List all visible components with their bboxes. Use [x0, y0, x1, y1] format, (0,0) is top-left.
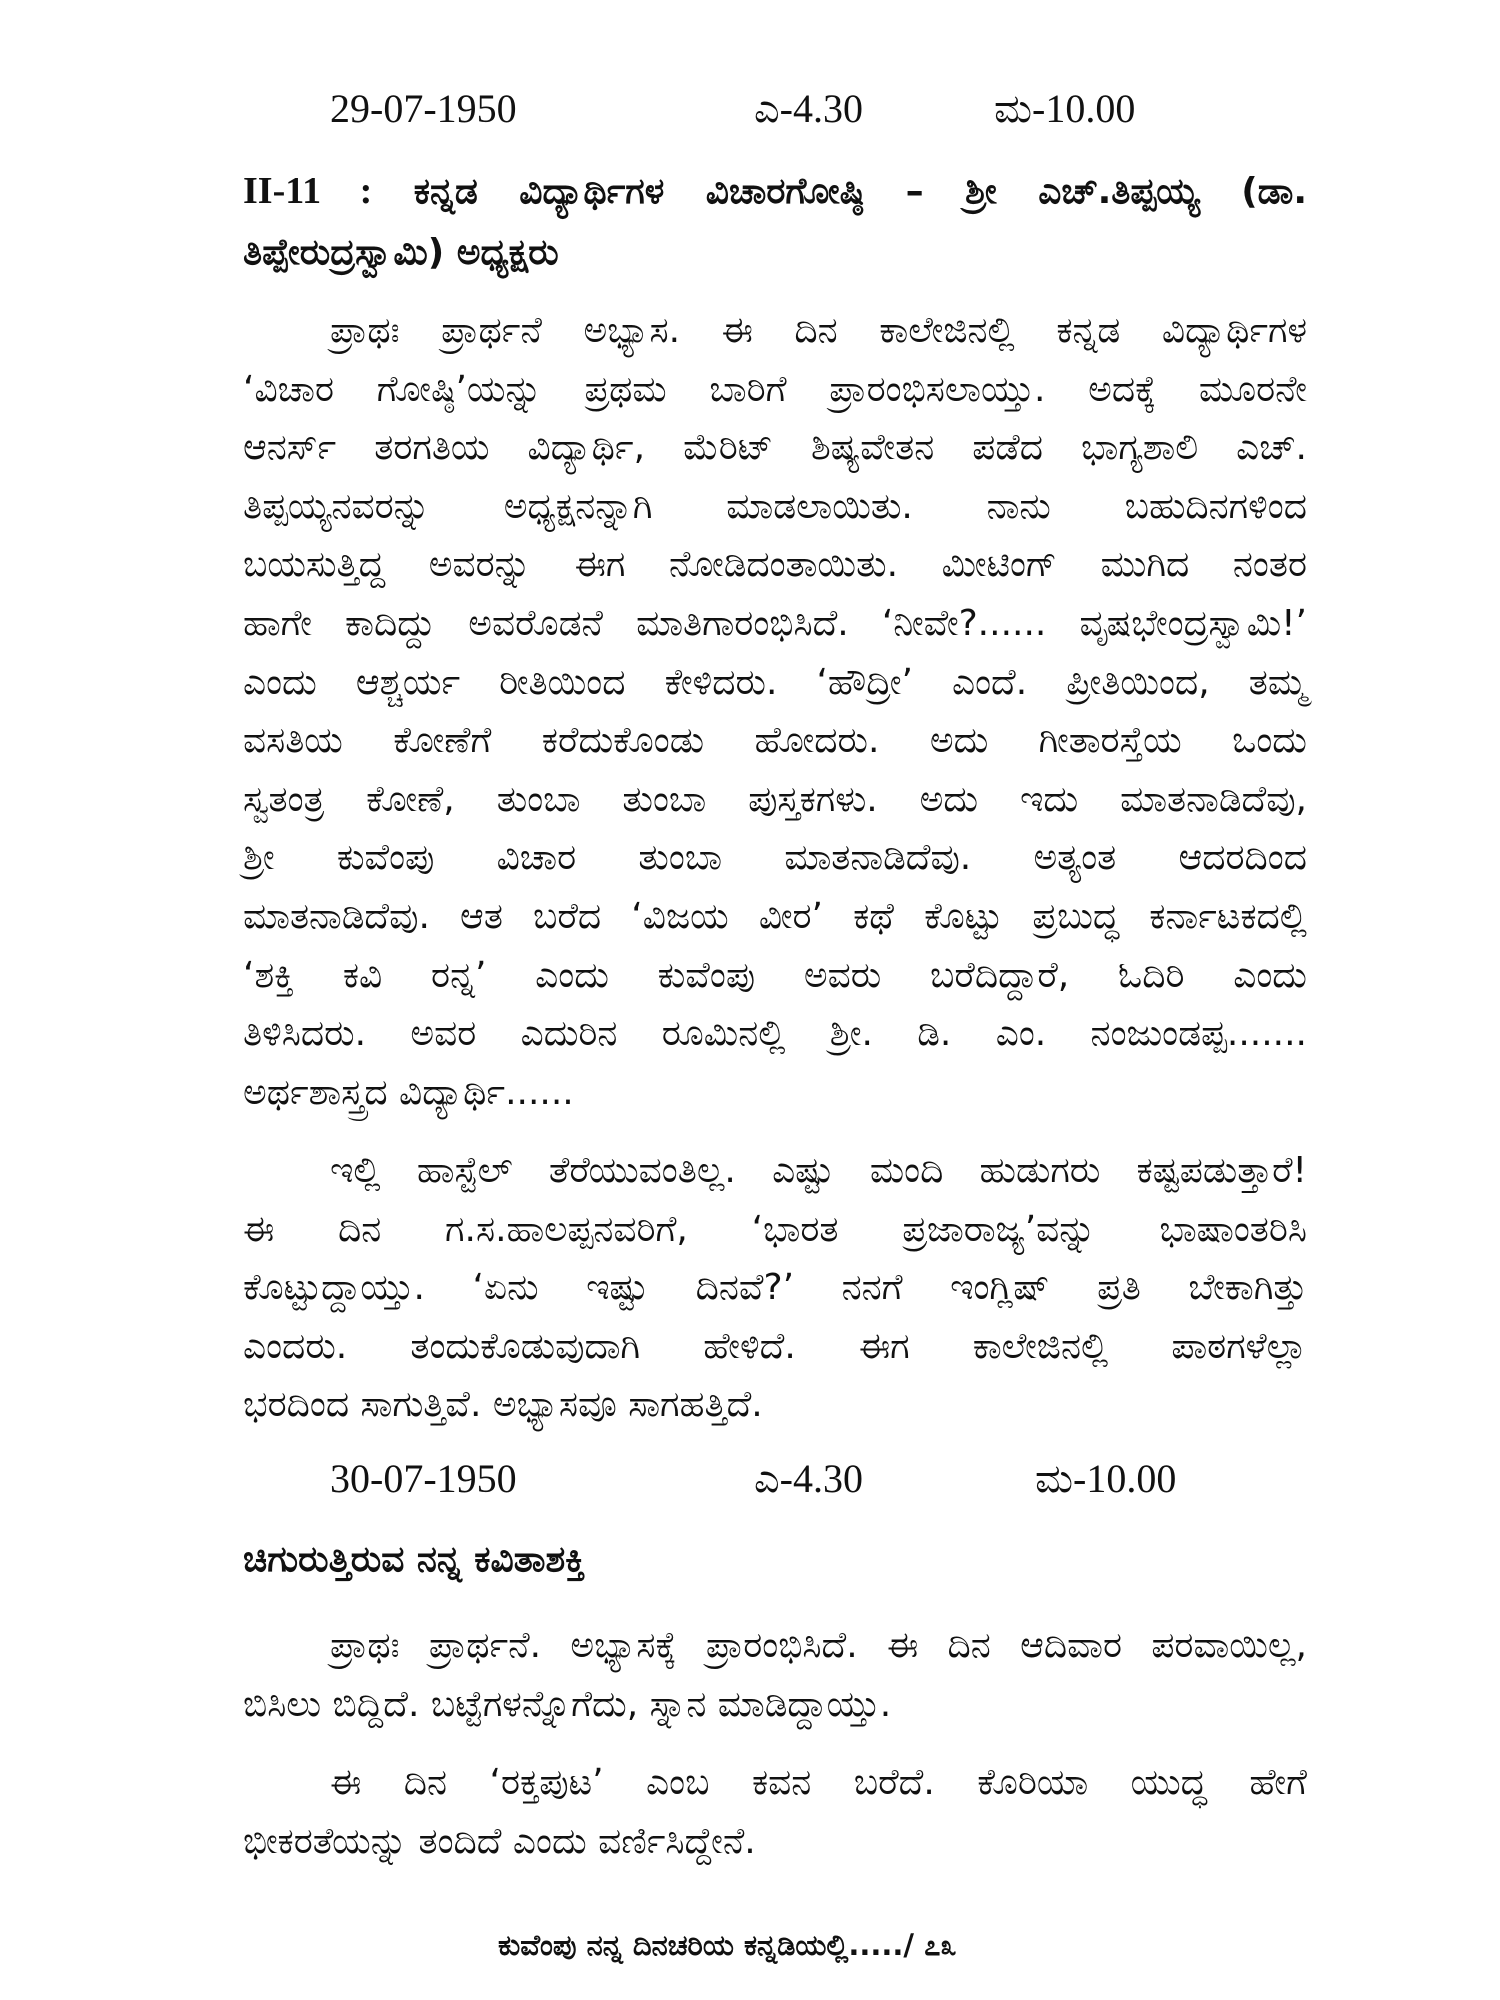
sleep-time: ಮ-10.00: [1035, 1456, 1177, 1501]
paragraph-line: ಎಂದರು. ತಂದುಕೊಡುವುದಾಗಿ ಹೇಳಿದೆ. ಈಗ ಕಾಲೇಜಿನಲ್ಲಿ ಪಾಠಗಳೆಲ್ಲಾ: [243, 1325, 1307, 1367]
paragraph-line: ಮಾತನಾಡಿದೆವು. ಆತ ಬರೆದ ‘ವಿಜಯ ವೀರ’ ಕಥೆ ಕೊಟ್ಟು ಪ್ರಬುದ್ಧ ಕರ್ನಾಟಕದಲ್ಲಿ: [243, 895, 1307, 937]
paragraph-line: ತಿಪ್ಪಯ್ಯನವರನ್ನು ಅಧ್ಯಕ್ಷನನ್ನಾಗಿ ಮಾಡಲಾಯಿತು. ನಾನು ಬಹುದಿನಗಳಿಂದ: [243, 485, 1307, 527]
heading-line: ಚಿಗುರುತ್ತಿರುವ ನನ್ನ ಕವಿತಾಶಕ್ತಿ: [243, 1539, 586, 1580]
paragraph-line: ಆನರ್ಸ್ ತರಗತಿಯ ವಿದ್ಯಾರ್ಥಿ, ಮೆರಿಟ್ ಶಿಷ್ಯವೇತನ ಪಡೆದ ಭಾಗ್ಯಶಾಲಿ ಎಚ್.: [243, 427, 1307, 469]
paragraph: [243, 1142, 1307, 1435]
entry-heading: [243, 1529, 1307, 1590]
paragraph-line: ಈ ದಿನ ಗ.ಸ.ಹಾಲಪ್ಪನವರಿಗೆ, ‘ಭಾರತ ಪ್ರಜಾರಾಜ್ಯ’ವನ್ನು ಭಾಷಾಂತರಿಸಿ: [243, 1208, 1307, 1250]
entry-date-row: [0, 84, 1500, 134]
paragraph-line: ಸ್ವತಂತ್ರ ಕೋಣೆ, ತುಂಬಾ ತುಂಬಾ ಪುಸ್ತಕಗಳು. ಅದು ಇದು ಮಾತನಾಡಿದೆವು,: [243, 778, 1307, 820]
heading-number: II-11 :: [243, 170, 373, 212]
paragraph-line: ಪ್ರಾಥಃ ಪ್ರಾರ್ಥನೆ. ಅಭ್ಯಾಸಕ್ಕೆ ಪ್ರಾರಂಭಿಸಿದೆ. ಈ ದಿನ ಆದಿವಾರ ಪರವಾಯಿಲ್ಲ,: [330, 1625, 1307, 1666]
paragraph-line: ‘ಶಕ್ತಿ ಕವಿ ರನ್ನ’ ಎಂದು ಕುವೆಂಪು ಅವರು ಬರೆದಿದ್ದಾರೆ, ಓದಿರಿ ಎಂದು: [243, 954, 1307, 996]
paragraph-line: ಶ್ರೀ ಕುವೆಂಪು ವಿಚಾರ ತುಂಬಾ ಮಾತನಾಡಿದೆವು. ಅತ್ಯಂತ ಆದರದಿಂದ: [243, 837, 1307, 879]
heading-line: ತಿಪ್ಪೇರುದ್ರಸ್ವಾಮಿ) ಅಧ್ಯಕ್ಷರು: [243, 232, 559, 273]
sleep-time: ಮ-10.00: [994, 86, 1136, 131]
paragraph-line: ಪ್ರಾಥಃ ಪ್ರಾರ್ಥನೆ ಅಭ್ಯಾಸ. ಈ ದಿನ ಕಾಲೇಜಿನಲ್ಲಿ ಕನ್ನಡ ವಿದ್ಯಾರ್ಥಿಗಳ: [330, 310, 1307, 351]
entry-heading: [243, 161, 1307, 283]
entry-date: 29-07-1950: [330, 86, 517, 131]
paragraph-line: ಹಾಗೇ ಕಾದಿದ್ದು ಅವರೊಡನೆ ಮಾತಿಗಾರಂಭಿಸಿದೆ. ‘ನೀವೇ?...... ವೃಷಭೇಂದ್ರಸ್ವಾಮಿ!’: [243, 602, 1307, 644]
paragraph-line: ಅರ್ಥಶಾಸ್ತ್ರದ ವಿದ್ಯಾರ್ಥಿ......: [243, 1071, 574, 1113]
paragraph-line: ‘ವಿಚಾರ ಗೋಷ್ಠಿ’ಯನ್ನು ಪ್ರಥಮ ಬಾರಿಗೆ ಪ್ರಾರಂಭಿಸಲಾಯ್ತು. ಅದಕ್ಕೆ ಮೂರನೇ: [243, 368, 1307, 410]
entry-date-row: [0, 1454, 1500, 1504]
heading-line: [243, 161, 1307, 222]
paragraph: [243, 302, 1307, 1122]
wake-time: ಎ-4.30: [754, 1456, 864, 1501]
book-title: ಕುವೆಂಪು ನನ್ನ ದಿನಚರಿಯ ಕನ್ನಡಿಯಲ್ಲಿ...../: [498, 1928, 915, 1962]
paragraph-line: ವಸತಿಯ ಕೋಣೆಗೆ ಕರೆದುಕೊಂಡು ಹೋದರು. ಅದು ಗೀತಾರಸ್ತೆಯ ಒಂದು: [243, 720, 1307, 762]
page-number: ೭೩: [924, 1928, 957, 1962]
page-footer: [498, 1925, 957, 1965]
paragraph-line: ಈ ದಿನ ‘ರಕ್ತಪುಟ’ ಎಂಬ ಕವನ ಬರೆದೆ. ಕೊರಿಯಾ ಯುದ್ಧ ಹೇಗೆ: [330, 1762, 1307, 1803]
entry-date: 30-07-1950: [330, 1456, 517, 1501]
paragraph-line: ಇಲ್ಲಿ ಹಾಸ್ಟೆಲ್ ತೆರೆಯುವಂತಿಲ್ಲ. ಎಷ್ಟು ಮಂದಿ ಹುಡುಗರು ಕಷ್ಟಪಡುತ್ತಾರೆ!: [330, 1150, 1307, 1191]
paragraph-line: ತಿಳಿಸಿದರು. ಅವರ ಎದುರಿನ ರೂಮಿನಲ್ಲಿ ಶ್ರೀ. ಡಿ. ಎಂ. ನಂಜುಂಡಪ್ಪ.......: [243, 1013, 1307, 1055]
paragraph: [243, 1754, 1307, 1871]
heading-title: ಕನ್ನಡ ವಿದ್ಯಾರ್ಥಿಗಳ ವಿಚಾರಗೋಷ್ಠಿ – ಶ್ರೀ ಎಚ್.ತಿಪ್ಪಯ್ಯ (ಡಾ.: [413, 171, 1307, 212]
paragraph-line: ಎಂದು ಆಶ್ಚರ್ಯ ರೀತಿಯಿಂದ ಕೇಳಿದರು. ‘ಹೌದ್ರೀ’ ಎಂದೆ. ಪ್ರೀತಿಯಿಂದ, ತಮ್ಮ: [243, 661, 1307, 703]
paragraph-line: ಬಯಸುತ್ತಿದ್ದ ಅವರನ್ನು ಈಗ ನೋಡಿದಂತಾಯಿತು. ಮೀಟಿಂಗ್ ಮುಗಿದ ನಂತರ: [243, 544, 1307, 586]
paragraph: [243, 1617, 1307, 1734]
paragraph-line: ಬಿಸಿಲು ಬಿದ್ದಿದೆ. ಬಟ್ಟೆಗಳನ್ನೊಗೆದು, ಸ್ನಾನ ಮಾಡಿದ್ದಾಯ್ತು.: [243, 1683, 892, 1725]
paragraph-line: ಭರದಿಂದ ಸಾಗುತ್ತಿವೆ. ಅಭ್ಯಾಸವೂ ಸಾಗಹತ್ತಿದೆ.: [243, 1384, 763, 1426]
wake-time: ಎ-4.30: [754, 86, 864, 131]
paragraph-line: ಕೊಟ್ಟುದ್ದಾಯ್ತು. ‘ಏನು ಇಷ್ಟು ದಿನವೆ?’ ನನಗೆ ಇಂಗ್ಲಿಷ್ ಪ್ರತಿ ಬೇಕಾಗಿತ್ತು: [243, 1267, 1307, 1309]
paragraph-line: ಭೀಕರತೆಯನ್ನು ತಂದಿದೆ ಎಂದು ವರ್ಣಿಸಿದ್ದೇನೆ.: [243, 1820, 756, 1862]
